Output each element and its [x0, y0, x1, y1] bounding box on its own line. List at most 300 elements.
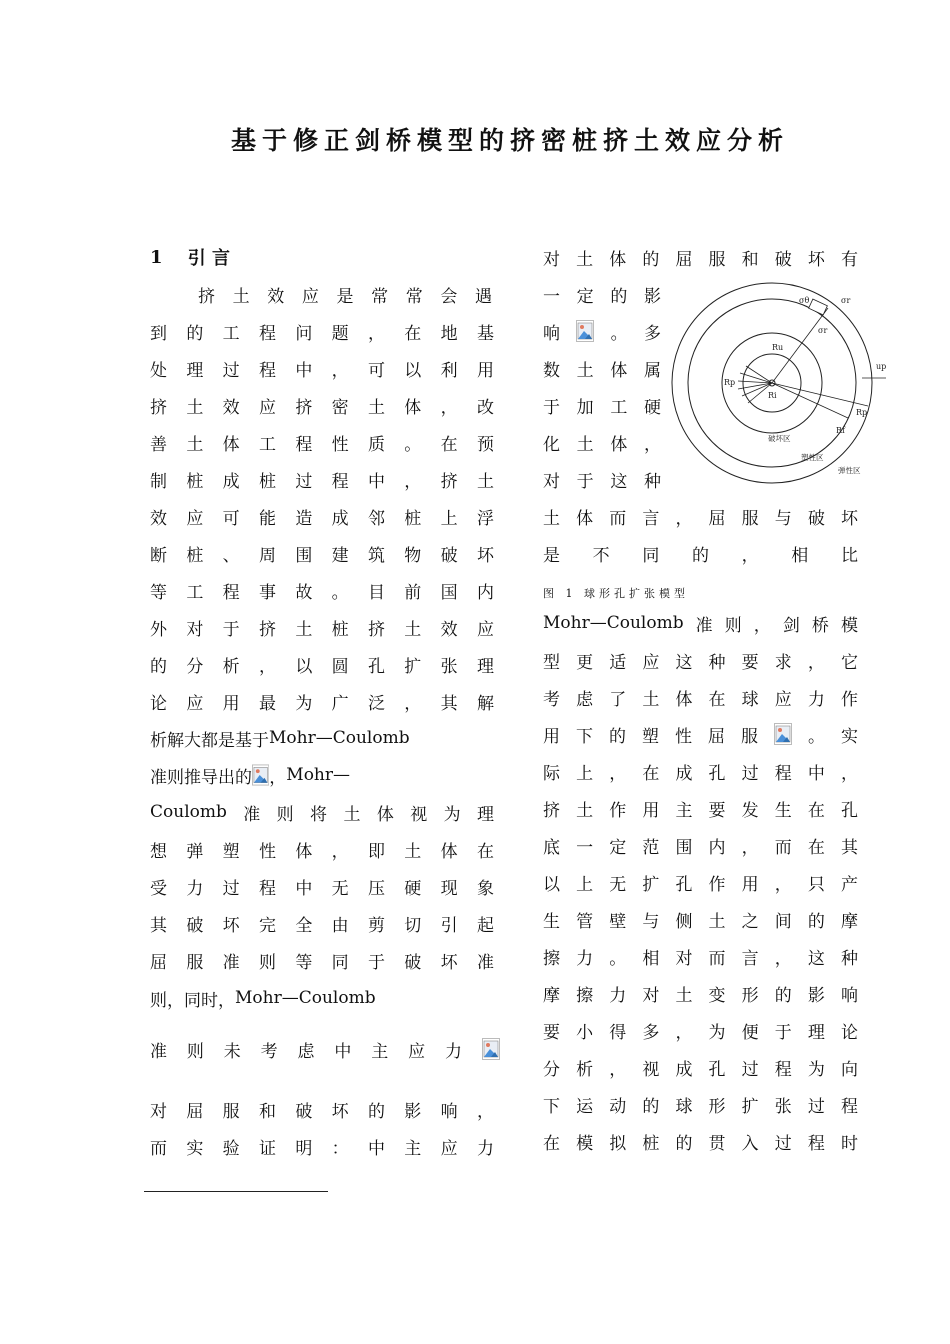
text-char: 中 — [334, 1041, 352, 1062]
text-char: 土 — [576, 360, 594, 381]
text-char: 更 — [576, 652, 594, 673]
text-char: 质 — [367, 434, 385, 455]
text-char: ， — [258, 656, 276, 677]
text-char: 应 — [258, 397, 276, 418]
text-char: 即 — [367, 841, 385, 862]
text-char: 主 — [404, 1138, 422, 1159]
text-char: 以 — [543, 874, 560, 895]
text-char: 在 — [476, 841, 494, 862]
text-char: 全 — [295, 915, 313, 936]
text-char: 完 — [258, 915, 276, 936]
right-text-line — [543, 682, 858, 712]
left-text-line — [150, 797, 494, 827]
text-char: 屈 — [708, 726, 725, 747]
text-char: 工 — [258, 434, 276, 455]
text-char: 剪 — [367, 915, 385, 936]
text-char: 贯 — [708, 1133, 726, 1154]
text-char: 的 — [807, 911, 825, 932]
section-number: 1 — [150, 246, 163, 268]
latin-term: Coulomb — [150, 802, 227, 822]
text-char: 想 — [150, 841, 167, 862]
right-text-line — [543, 1015, 858, 1045]
text-char: 围 — [675, 837, 693, 858]
text-char: 广 — [331, 693, 349, 714]
text-char: 破 — [807, 508, 825, 529]
text-char: 程 — [774, 1059, 792, 1080]
label-ri: Ri — [768, 391, 777, 400]
text-char: 土 — [186, 434, 204, 455]
text-char: 土 — [576, 800, 594, 821]
text-char: 国 — [440, 582, 458, 603]
text-char: 生 — [774, 800, 792, 821]
text-char: ， — [609, 1059, 627, 1080]
text-char: 以 — [295, 656, 313, 677]
text-char: 的 — [675, 1133, 693, 1154]
inline-citation-image — [576, 320, 594, 342]
text-char: 孔 — [840, 800, 858, 821]
right-text-line — [543, 941, 858, 971]
text-char: 的 — [235, 767, 252, 788]
text-char: 主 — [371, 1041, 389, 1062]
text-char: 挤 — [440, 471, 458, 492]
text-char: 于 — [774, 1022, 792, 1043]
right-text-line — [543, 538, 858, 568]
text-char: 析 — [222, 656, 240, 677]
text-char: 用 — [222, 693, 240, 714]
text-char: 主 — [675, 800, 693, 821]
text-char: 应 — [408, 1041, 426, 1062]
label-failure-zone: 破坏区 — [768, 434, 791, 443]
text-char: 程 — [222, 582, 240, 603]
left-text-line — [150, 501, 494, 531]
radius-line-rp2 — [772, 383, 868, 406]
text-char: 体 — [675, 689, 693, 710]
label-ru: Ru — [772, 343, 784, 352]
text-char: 在 — [543, 1133, 560, 1154]
text-char: 属 — [643, 360, 661, 381]
text-char: 效 — [267, 286, 285, 307]
text-char: 塑 — [222, 841, 240, 862]
text-char: 中 — [295, 360, 313, 381]
text-char: 体 — [609, 249, 627, 270]
text-char: 与 — [774, 508, 792, 529]
text-char: 坏 — [331, 1101, 349, 1122]
text-char: 了 — [609, 689, 627, 710]
text-char: 准 — [222, 952, 240, 973]
text-char: 为 — [295, 693, 313, 714]
text-char: 分 — [543, 1059, 560, 1080]
text-char: 服 — [222, 1101, 240, 1122]
text-char: 验 — [222, 1138, 240, 1159]
text-char: 都 — [201, 730, 218, 751]
text-char: 效 — [150, 508, 167, 529]
text-char: 过 — [741, 763, 759, 784]
text-char: 便 — [741, 1022, 759, 1043]
text-char: 土 — [576, 434, 594, 455]
text-char: 硬 — [643, 397, 661, 418]
text-char: 扩 — [642, 874, 660, 895]
text-char: 模 — [840, 615, 858, 636]
text-char: 挤 — [295, 397, 313, 418]
text-char: 用 — [642, 800, 660, 821]
text-char: 则 — [724, 615, 742, 636]
text-char: 坏 — [440, 952, 458, 973]
text-char: 形 — [708, 1096, 726, 1117]
text-char: 程 — [258, 878, 276, 899]
text-char: 运 — [576, 1096, 594, 1117]
text-char: 要 — [708, 800, 726, 821]
text-char: 造 — [295, 508, 313, 529]
text-char: 时 — [840, 1133, 858, 1154]
text-char: 土 — [543, 508, 560, 529]
text-char: ， — [404, 471, 422, 492]
text-char: 基 — [235, 730, 252, 751]
text-char: 扩 — [404, 656, 422, 677]
label-sigma-theta: σθ — [799, 296, 810, 305]
text-char: 过 — [807, 1096, 825, 1117]
text-char: 无 — [331, 878, 349, 899]
text-char: 一 — [576, 837, 594, 858]
right-text-line — [543, 608, 858, 638]
text-char: 加 — [576, 397, 594, 418]
left-text-line — [150, 464, 494, 494]
text-char: 起 — [476, 915, 494, 936]
left-text-line — [150, 945, 494, 975]
text-char: 准 — [150, 1041, 167, 1062]
latin-term: Mohr—Coulomb — [543, 613, 684, 633]
label-rf: Rf — [836, 426, 845, 435]
right-text-line — [543, 719, 858, 749]
text-char: 体 — [222, 434, 240, 455]
text-char: 则 — [186, 1041, 204, 1062]
text-char: 大 — [184, 730, 201, 751]
text-char: 应 — [774, 689, 792, 710]
section-title: 引 言 — [187, 248, 230, 269]
text-char: 之 — [741, 911, 759, 932]
text-char: 程 — [295, 434, 313, 455]
text-char: 这 — [807, 948, 825, 969]
left-text-line — [150, 983, 376, 1013]
text-char: 和 — [741, 249, 759, 270]
text-char: 服 — [186, 952, 204, 973]
text-char: 筑 — [367, 545, 385, 566]
text-char: 挤 — [150, 397, 167, 418]
text-char: 效 — [222, 397, 240, 418]
text-char: 则 — [150, 990, 167, 1011]
text-char: 多 — [643, 323, 661, 344]
punct: ， — [167, 990, 184, 1011]
text-char: 桩 — [404, 508, 422, 529]
text-char: ， — [675, 1022, 693, 1043]
text-char: 明 — [295, 1138, 313, 1159]
text-char: 孔 — [367, 656, 385, 677]
text-char: 用 — [543, 726, 560, 747]
text-char: 论 — [150, 693, 167, 714]
text-char: 力 — [445, 1041, 462, 1062]
right-text-line — [543, 501, 858, 531]
paper-title: 基于修正剑桥模型的挤密桩挤土效应分析 — [230, 126, 789, 155]
text-char: 其 — [840, 837, 858, 858]
text-char: 基 — [476, 323, 494, 344]
text-char: 影 — [643, 286, 661, 307]
text-char: 围 — [295, 545, 313, 566]
text-char: 而 — [708, 948, 726, 969]
text-char: 于 — [222, 619, 240, 640]
left-text-line — [150, 1034, 500, 1064]
text-char: 对 — [543, 249, 560, 270]
text-char: 实 — [186, 1138, 204, 1159]
text-char: 考 — [543, 689, 560, 710]
text-char: 成 — [222, 471, 240, 492]
text-char: 剑 — [782, 615, 800, 636]
text-char: 模 — [576, 1133, 594, 1154]
text-char: 张 — [774, 1096, 792, 1117]
right-text-line — [543, 279, 661, 309]
left-text-line — [150, 353, 494, 383]
text-char: 为 — [708, 1022, 726, 1043]
right-text-line — [543, 427, 661, 457]
text-char: 作 — [609, 800, 627, 821]
text-char: 同 — [184, 990, 201, 1011]
text-char: 小 — [576, 1022, 594, 1043]
text-char: 物 — [404, 545, 422, 566]
text-char: 相 — [642, 948, 660, 969]
text-char: 孔 — [708, 763, 726, 784]
text-char: 体 — [295, 841, 313, 862]
text-char: 解 — [167, 730, 184, 751]
text-char: 象 — [476, 878, 494, 899]
right-text-line — [543, 867, 858, 897]
text-char: 中 — [367, 1138, 385, 1159]
text-char: 屈 — [708, 508, 726, 529]
text-char: 。 — [404, 434, 422, 455]
text-char: 变 — [708, 985, 726, 1006]
text-char: 导 — [201, 767, 218, 788]
text-char: 程 — [258, 360, 276, 381]
label-up: up — [876, 362, 887, 371]
text-char: 内 — [476, 582, 494, 603]
text-char: 土 — [232, 286, 250, 307]
text-char: 在 — [642, 763, 660, 784]
text-char: 球 — [741, 689, 759, 710]
label-plastic-zone: 塑性区 — [801, 453, 824, 462]
text-char: ， — [609, 763, 627, 784]
left-text-line — [150, 427, 494, 457]
text-char: 对 — [186, 619, 204, 640]
text-char: 性 — [331, 434, 349, 455]
text-char: 理 — [477, 804, 494, 825]
right-text-line — [543, 830, 858, 860]
text-char: 理 — [186, 360, 204, 381]
text-char: 实 — [841, 726, 858, 747]
text-char: ， — [741, 837, 759, 858]
text-char: 坏 — [807, 249, 825, 270]
text-char: 作 — [840, 689, 858, 710]
text-char: ， — [476, 1101, 494, 1122]
text-char: 前 — [404, 582, 422, 603]
text-char: 孔 — [708, 1059, 726, 1080]
text-char: 地 — [440, 323, 458, 344]
text-char: 应 — [186, 508, 204, 529]
text-char: 擦 — [576, 985, 594, 1006]
text-char: 准 — [150, 767, 167, 788]
text-char: 挤 — [543, 800, 560, 821]
inline-citation-image — [774, 723, 792, 745]
text-char: 成 — [675, 763, 693, 784]
text-char: 破 — [440, 545, 458, 566]
text-char: 服 — [741, 508, 759, 529]
text-char: 种 — [840, 948, 858, 969]
text-char: 善 — [150, 434, 167, 455]
text-char: 性 — [258, 841, 276, 862]
text-char: 对 — [675, 948, 693, 969]
text-char: 管 — [576, 911, 594, 932]
text-char: 问 — [295, 323, 313, 344]
text-char: 对 — [543, 471, 560, 492]
text-char: ， — [741, 545, 759, 566]
text-char: 用 — [476, 360, 494, 381]
text-char: 论 — [840, 1022, 858, 1043]
text-char: 工 — [222, 323, 240, 344]
text-char: 。 — [331, 582, 349, 603]
text-char: 言 — [642, 508, 660, 529]
text-char: 制 — [150, 471, 167, 492]
text-char: 的 — [367, 1101, 385, 1122]
right-text-line — [543, 756, 858, 786]
left-text-line — [150, 871, 494, 901]
text-char: 考 — [260, 1041, 278, 1062]
text-char: 塑 — [642, 726, 659, 747]
text-char: 有 — [840, 249, 858, 270]
text-char: 过 — [741, 1059, 759, 1080]
text-char: 性 — [675, 726, 692, 747]
text-char: ， — [774, 874, 792, 895]
right-text-line — [543, 904, 858, 934]
text-char: 桩 — [186, 545, 204, 566]
text-char: 定 — [576, 286, 594, 307]
text-char: ， — [440, 397, 458, 418]
text-char: 擦 — [543, 948, 560, 969]
text-char: 于 — [367, 952, 385, 973]
text-char: 向 — [840, 1059, 858, 1080]
text-char: 土 — [404, 619, 422, 640]
text-char: 中 — [295, 878, 313, 899]
text-char: 坏 — [222, 915, 240, 936]
text-char: 过 — [774, 1133, 792, 1154]
text-char: 体 — [610, 434, 628, 455]
text-char: 于 — [576, 471, 594, 492]
text-char: 则 — [276, 804, 294, 825]
text-char: 可 — [222, 508, 240, 529]
text-char: ， — [753, 615, 771, 636]
text-char: 处 — [150, 360, 167, 381]
text-char: 言 — [741, 948, 759, 969]
text-char: 体 — [404, 397, 422, 418]
text-char: 的 — [642, 1096, 660, 1117]
text-char: 的 — [691, 545, 709, 566]
text-char: 下 — [576, 726, 593, 747]
text-char: 挤 — [258, 619, 276, 640]
text-char: 数 — [543, 360, 560, 381]
latin-term: Mohr— — [286, 765, 350, 785]
right-text-line — [543, 645, 858, 675]
text-char: 过 — [295, 471, 313, 492]
text-char: 则 — [258, 952, 276, 973]
text-char: 拟 — [609, 1133, 627, 1154]
text-char: 而 — [774, 837, 792, 858]
text-char: 准 — [695, 615, 713, 636]
left-text-line — [150, 1131, 494, 1161]
text-char: 动 — [609, 1096, 627, 1117]
text-char: 不 — [592, 545, 610, 566]
text-char: 力 — [576, 948, 594, 969]
text-char: 球 — [675, 1096, 693, 1117]
text-char: ， — [840, 763, 858, 784]
text-char: 是 — [218, 730, 235, 751]
text-char: 改 — [476, 397, 494, 418]
label-elastic-zone: 弹性区 — [838, 466, 861, 475]
text-char: 在 — [708, 689, 726, 710]
left-text-line — [150, 723, 410, 753]
text-char: 推 — [184, 767, 201, 788]
text-char: 应 — [186, 693, 204, 714]
text-char: 、 — [222, 545, 240, 566]
text-char: 周 — [258, 545, 276, 566]
text-char: 视 — [642, 1059, 660, 1080]
text-char: 上 — [440, 508, 458, 529]
text-char: 到 — [150, 323, 167, 344]
left-text-line — [150, 575, 494, 605]
text-char: 则 — [167, 767, 184, 788]
text-char: 桩 — [186, 471, 204, 492]
text-char: 等 — [295, 952, 313, 973]
text-char: 发 — [741, 800, 759, 821]
text-char: 桩 — [642, 1133, 660, 1154]
text-char: 程 — [258, 323, 276, 344]
text-char: 程 — [774, 763, 792, 784]
text-char: 侧 — [675, 911, 693, 932]
text-char: 断 — [150, 545, 167, 566]
spherical-expansion-figure — [668, 278, 898, 488]
text-char: 析 — [150, 730, 167, 751]
text-char: 的 — [774, 985, 792, 1006]
text-char: 只 — [807, 874, 825, 895]
text-char: 坏 — [840, 508, 858, 529]
left-text-line — [150, 316, 494, 346]
text-char: 中 — [367, 471, 385, 492]
text-char: 在 — [404, 323, 422, 344]
text-char: 体 — [440, 841, 458, 862]
text-char: 故 — [295, 582, 313, 603]
text-char: 土 — [708, 911, 726, 932]
text-char: 程 — [331, 471, 349, 492]
text-char: 程 — [807, 1133, 825, 1154]
text-char: 析 — [576, 1059, 594, 1080]
text-char: 形 — [741, 985, 759, 1006]
left-text-line — [150, 390, 494, 420]
text-char: 要 — [543, 1022, 560, 1043]
stress-element — [809, 299, 828, 315]
text-char: 在 — [807, 800, 825, 821]
left-text-line — [150, 686, 494, 716]
text-char: 邻 — [367, 508, 385, 529]
text-char: 现 — [440, 878, 458, 899]
text-char: 与 — [642, 911, 660, 932]
text-char: 间 — [774, 911, 792, 932]
text-char: 准 — [476, 952, 494, 973]
text-char: 力 — [186, 878, 204, 899]
inline-formula-image — [482, 1038, 500, 1060]
